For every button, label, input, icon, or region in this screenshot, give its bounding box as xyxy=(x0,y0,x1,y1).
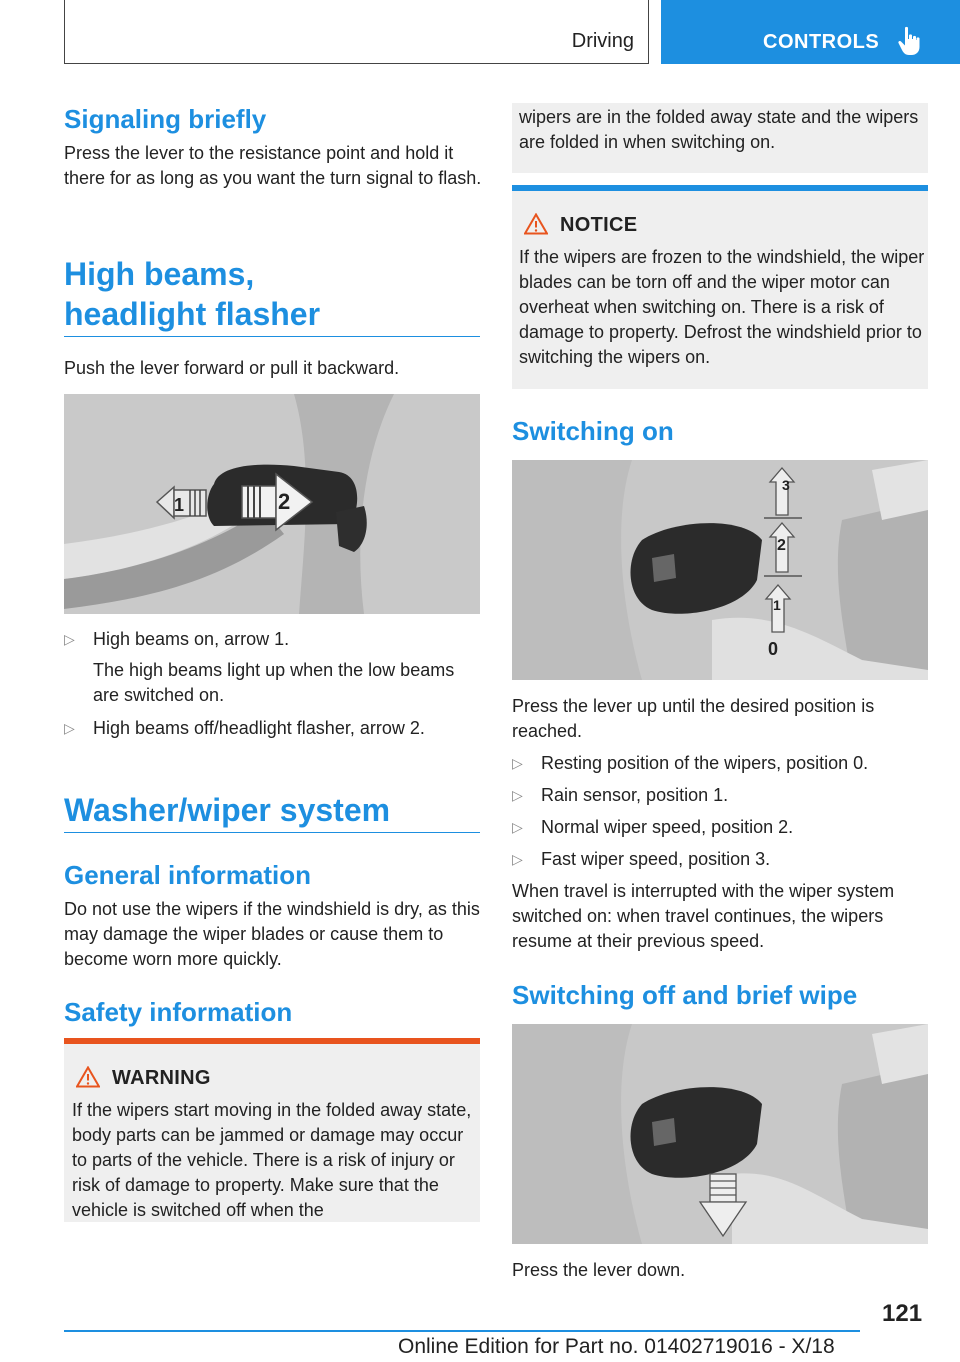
triangle-bullet-icon: ▷ xyxy=(512,755,523,771)
switching-on-heading: Switching on xyxy=(512,416,674,446)
list-item xyxy=(512,815,928,840)
list-item-text: High beams off/headlight flasher, arrow 2. xyxy=(93,718,425,738)
high-beams-text: Push the lever forward or pull it backward. xyxy=(64,358,400,378)
header-chapter-tab[interactable] xyxy=(661,0,960,64)
safety-information-heading: Safety information xyxy=(64,997,293,1027)
warning-box-continued xyxy=(512,103,928,173)
high-beams-heading-line1: High beams, xyxy=(64,256,255,292)
travel-interrupted-text: When travel is interrupted with the wiper system switched on: when travel continues, the wipers resume at their previous speed. xyxy=(512,881,895,951)
warning-triangle-icon xyxy=(76,1066,100,1088)
warning-label: WARNING xyxy=(112,1067,211,1089)
photo2-label-2: 2 xyxy=(777,537,786,554)
high-beams-heading xyxy=(64,254,480,337)
signaling-briefly-heading: Signaling briefly xyxy=(64,104,267,134)
list-item xyxy=(512,847,928,872)
high-beams-list xyxy=(64,627,480,741)
header-chapter-label: CONTROLS xyxy=(763,31,880,53)
photo2-label-3: 3 xyxy=(782,477,790,493)
switching-on-photo xyxy=(512,460,928,680)
footer-edition: Online Edition for Part no. 01402719016 - X/18 xyxy=(398,1335,835,1358)
switching-off-photo xyxy=(512,1024,928,1244)
switching-off-text: Press the lever down. xyxy=(512,1260,686,1280)
triangle-bullet-icon: ▷ xyxy=(512,787,523,803)
list-item-subtext: The high beams light up when the low beams are switched on. xyxy=(93,660,455,705)
header-section-tab xyxy=(64,0,649,64)
notice-triangle-icon xyxy=(524,213,548,235)
photo1-label-1: 1 xyxy=(174,495,185,515)
notice-label: NOTICE xyxy=(560,214,638,236)
switching-off-heading: Switching off and brief wipe xyxy=(512,980,858,1010)
warning-continued-text: wipers are in the folded away state and the wipers are folded in when switching on. xyxy=(519,107,919,152)
warning-text: If the wipers start moving in the folded away state, body parts can be jammed or damage may occur to parts of the vehicle. There is a risk of injury or risk of damage to property. Make sure that the vehicle is switched off when the xyxy=(72,1100,472,1220)
list-item-text: Fast wiper speed, position 3. xyxy=(541,849,771,869)
photo2-label-1: 1 xyxy=(773,597,781,613)
triangle-bullet-icon: ▷ xyxy=(64,720,75,736)
triangle-bullet-icon: ▷ xyxy=(512,819,523,835)
notice-box xyxy=(512,185,928,389)
notice-bar xyxy=(512,185,928,191)
list-item xyxy=(64,627,480,708)
list-item-text: High beams on, arrow 1. xyxy=(93,629,290,649)
page-number: 121 xyxy=(882,1300,923,1327)
triangle-bullet-icon: ▷ xyxy=(512,851,523,867)
signaling-briefly-text: Press the lever to the resistance point and hold it there for as long as you want the turn signal to flash. xyxy=(64,143,482,188)
switching-on-text: Press the lever up until the desired position is reached. xyxy=(512,696,875,741)
list-item xyxy=(512,783,928,808)
triangle-bullet-icon: ▷ xyxy=(64,631,75,647)
footer-divider xyxy=(64,1330,860,1332)
general-information-text: Do not use the wipers if the windshield is dry, as this may damage the wiper blades or cause them to become worn more quickly. xyxy=(64,899,480,969)
notice-text: If the wipers are frozen to the windshield, the wiper blades can be torn off and the wiper motor can overheat when switching on. There is a risk of damage to property. Defrost the windshield prior to switching the wipers on. xyxy=(519,247,925,367)
wiper-positions-list xyxy=(512,751,928,872)
high-beams-lever-photo xyxy=(64,394,480,614)
list-item xyxy=(64,716,480,741)
list-item-text: Resting position of the wipers, position 0. xyxy=(541,753,869,773)
high-beams-heading-line2: headlight flasher xyxy=(64,296,321,332)
warning-bar xyxy=(64,1038,480,1044)
general-information-heading: General information xyxy=(64,860,312,890)
list-item-text: Rain sensor, position 1. xyxy=(541,785,729,805)
list-item-text: Normal wiper speed, position 2. xyxy=(541,817,794,837)
photo2-label-0: 0 xyxy=(768,639,779,659)
warning-box xyxy=(64,1038,480,1222)
hand-pointer-icon xyxy=(897,26,921,56)
header-section-label: Driving xyxy=(571,30,634,52)
list-item xyxy=(512,751,928,776)
photo1-label-2: 2 xyxy=(278,489,291,514)
washer-wiper-heading: Washer/wiper system xyxy=(64,790,480,833)
